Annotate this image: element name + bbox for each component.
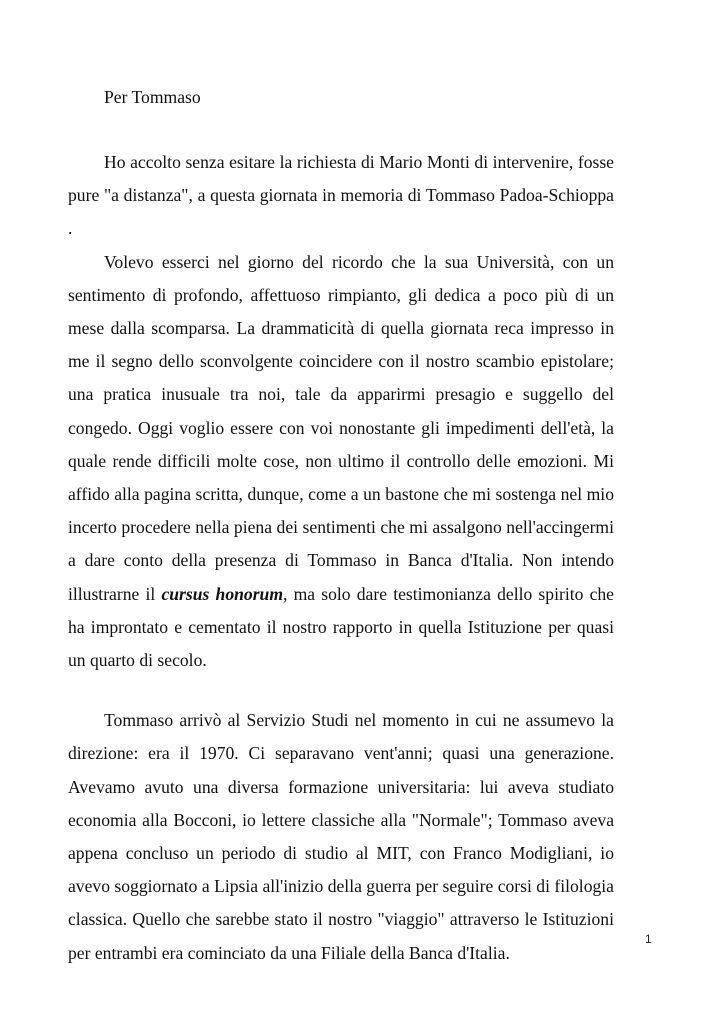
paragraph-gap: [68, 677, 614, 704]
paragraph-1: Ho accolto senza esitare la richiesta di Mario Monti di intervenire, fosse pure "a distanza", a questa giornata in memoria di Tommaso Padoa-Schioppa .: [68, 152, 614, 239]
document-body: [68, 146, 614, 970]
paragraph-2-text-after: , ma solo dare testimonianza dello spirito che ha improntato e cementato il nostro rapporto in quella Istituzione per quasi un quarto di secolo.: [68, 583, 614, 671]
emphasis-cursus-honorum: cursus honorum: [161, 583, 284, 604]
page-number: 1: [645, 932, 652, 946]
paragraph-2-text: Volevo esserci nel giorno del ricordo che la sua Università, con un sentimento di profondo, affettuoso rimpianto, gli dedica a poco più di un mese dalla scomparsa. La drammaticità di quella giornata reca impresso in me il segno dello sconvolgente coincidere con il nostro scambio epistolare; una pratica inusuale tra noi, tale da apparirmi presagio e suggello del congedo. Oggi voglio essere con voi nonostante gli impedimenti dell'età, la quale rende difficili molte cose, non ultimo il controllo delle emozioni. Mi affido alla pagina scritta, dunque, come a un bastone che mi sostenga nel mio incerto procedere nella piena dei sentimenti che mi assalgono nell'accingermi a dare conto della presenza di Tommaso in Banca d'Italia. Non intendo illustrarne il: [68, 251, 614, 604]
document-title: Per Tommaso: [104, 87, 201, 107]
paragraph-2: [68, 246, 614, 678]
paragraph-3: Tommaso arrivò al Servizio Studi nel momento in cui ne assumevo la direzione: era il 1970. Ci separavano vent'anni; quasi una generazione. Avevamo avuto una diversa formazione universitaria: lui aveva studiato economia alla Bocconi, io lettere classiche alla "Normale"; Tommaso aveva appena concluso un periodo di studio al MIT, con Franco Modigliani, io avevo soggiornato a Lipsia all'inizio della guerra per seguire corsi di filologia classica. Quello che sarebbe stato il nostro "viaggio" attraverso le Istituzioni per entrambi era cominciato da una Filiale della Banca d'Italia.: [68, 710, 614, 963]
